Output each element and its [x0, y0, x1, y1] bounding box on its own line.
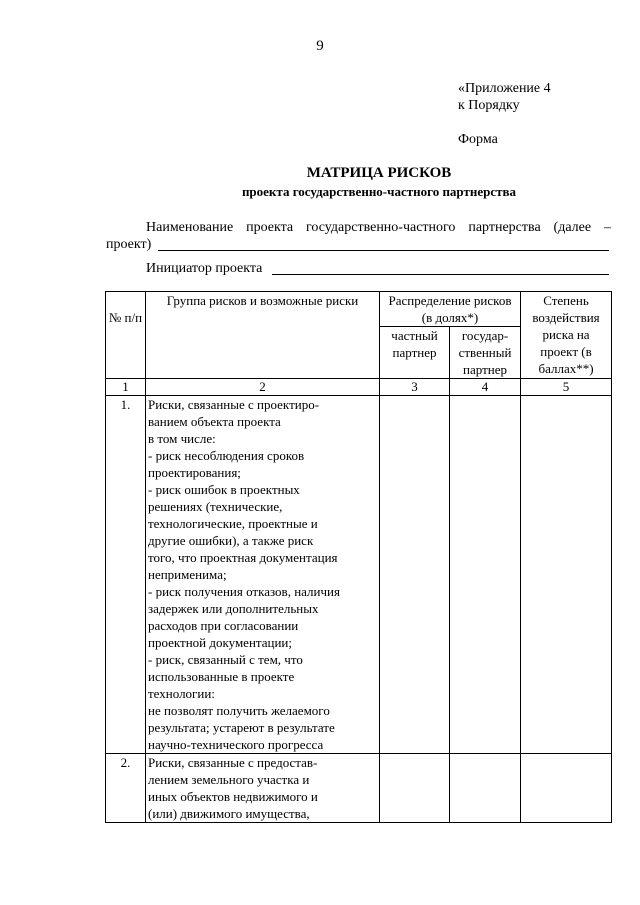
- page-number: 9: [316, 38, 324, 54]
- impact-score-cell[interactable]: [521, 754, 612, 823]
- risk-text-line: другие ошибки), а также риск: [148, 533, 314, 548]
- risk-description: [146, 754, 380, 823]
- header-risk-group: Группа рисков и возможные риски: [146, 292, 380, 379]
- column-number: 3: [380, 379, 450, 396]
- risk-text-line: иных объектов недвижимого и: [148, 789, 318, 804]
- annex-reference: к Порядку: [458, 98, 520, 113]
- risk-text-line: решениях (технические,: [148, 499, 283, 514]
- risk-text-line: технологии:: [148, 686, 215, 701]
- column-number: 1: [106, 379, 146, 396]
- risk-text-line: проектной документации;: [148, 635, 292, 650]
- initiator-label: Инициатор проекта: [146, 261, 263, 276]
- private-share-cell[interactable]: [380, 396, 450, 754]
- column-number: 5: [521, 379, 612, 396]
- header-impact: Степень воздействия риска на проект (в баллах**): [521, 292, 612, 379]
- project-name-label-cont: проект): [106, 237, 152, 252]
- risk-matrix-table: [105, 291, 612, 823]
- state-share-cell[interactable]: [450, 754, 521, 823]
- header-state-partner: государ-ственный партнер: [450, 327, 521, 379]
- table-row: [106, 396, 612, 754]
- column-number-row: [106, 379, 612, 396]
- risk-text-line: научно-технического прогресса: [148, 737, 324, 752]
- risk-text-line: Риски, связанные с предостав-: [148, 755, 318, 770]
- header-number: № п/п: [106, 292, 146, 379]
- row-number: 2.: [106, 754, 146, 823]
- risk-text-line: в том числе:: [148, 431, 216, 446]
- risk-text-line: не позволят получить желаемого: [148, 703, 330, 718]
- risk-text-line: проектирования;: [148, 465, 241, 480]
- project-name-label: Наименование проекта государственно-частного партнерства (далее –: [146, 220, 611, 235]
- risk-text-line: задержек или дополнительных: [148, 601, 319, 616]
- risk-text-line: - риск получения отказов, наличия: [148, 584, 340, 599]
- risk-text-line: того, что проектная документация: [148, 550, 338, 565]
- column-number: 4: [450, 379, 521, 396]
- risk-description: [146, 396, 380, 754]
- document-subtitle: проекта государственно-частного партнерства: [241, 184, 517, 199]
- risk-text-line: - риск несоблюдения сроков: [148, 448, 305, 463]
- risk-text-line: неприменима;: [148, 567, 227, 582]
- private-share-cell[interactable]: [380, 754, 450, 823]
- risk-text-line: - риск, связанный с тем, что: [148, 652, 303, 667]
- row-number: 1.: [106, 396, 146, 754]
- project-name-field[interactable]: [158, 250, 609, 251]
- annex-heading: «Приложение 4: [458, 81, 551, 96]
- risk-text-line: Риски, связанные с проектиро-: [148, 397, 320, 412]
- risk-text-line: использованные в проекте: [148, 669, 295, 684]
- initiator-field[interactable]: [272, 274, 609, 275]
- table-row: [106, 754, 612, 823]
- form-label: Форма: [458, 132, 498, 147]
- risk-text-line: расходов при согласовании: [148, 618, 299, 633]
- document-title: МАТРИЦА РИСКОВ: [306, 165, 452, 181]
- risk-text-line: ванием объекта проекта: [148, 414, 281, 429]
- header-distribution: Распределение рисков (в долях*): [380, 292, 521, 327]
- risk-text-line: результата; устареют в результате: [148, 720, 335, 735]
- risk-text-line: технологические, проектные и: [148, 516, 318, 531]
- impact-score-cell[interactable]: [521, 396, 612, 754]
- state-share-cell[interactable]: [450, 396, 521, 754]
- risk-text-line: (или) движимого имущества,: [148, 806, 310, 821]
- risk-text-line: лением земельного участка и: [148, 772, 310, 787]
- risk-text-line: - риск ошибок в проектных: [148, 482, 300, 497]
- header-private-partner: частный партнер: [380, 327, 450, 379]
- column-number: 2: [146, 379, 380, 396]
